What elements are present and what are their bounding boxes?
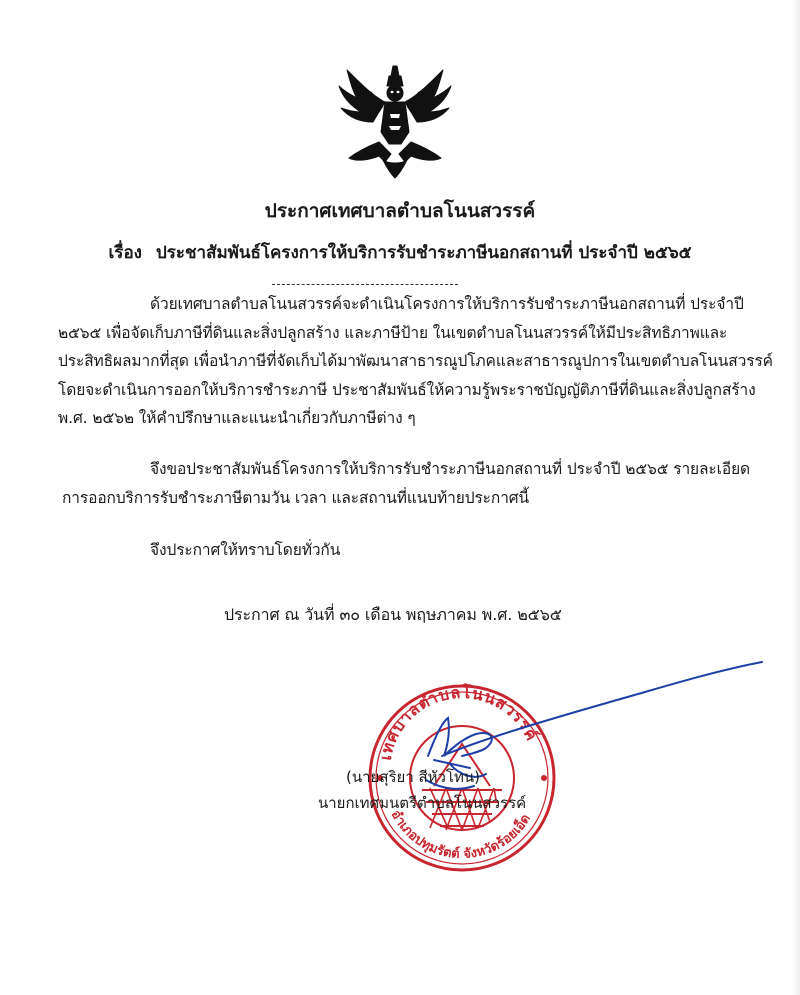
document-title: ประกาศเทศบาลตำบลโนนสวรรค์ xyxy=(264,200,536,222)
signer-position: นายกเทศมนตรีตำบลโนนสวรรค์ xyxy=(318,794,527,812)
stamp-top-text: เทศบาลตำบลโนนสวรรค์ xyxy=(375,682,543,762)
paragraph2-line: การออกบริการรับชำระภาษีตามวัน เวลา และสถานที่แนบท้ายประกาศนี้ xyxy=(62,488,530,507)
closing-paragraph: จึงประกาศให้ทราบโดยทั่วกัน xyxy=(150,541,341,559)
page-edge-shadow xyxy=(792,0,800,995)
stamp-bottom-text: อำเภอปทุมรัตต์ จังหวัดร้อยเอ็ด xyxy=(387,807,534,863)
paragraph1-line: โดยจะดำเนินการออกให้บริการชำระภาษี ประชาสัมพันธ์ให้ความรู้พระราชบัญญัติภาษีที่ดินและสิ่งปลูกสร้าง xyxy=(58,380,756,399)
paragraph1-line: ประสิทธิผลมากที่สุด เพื่อนำภาษีที่จัดเก็บได้มาพัฒนาสาธารณูปโภคและสาธารณูปการในเขตตำบลโนนสวรรค์ xyxy=(58,352,773,370)
subject-text: ประชาสัมพันธ์โครงการให้บริการรับชำระภาษีนอกสถานที่ ประจำปี ๒๕๖๕ xyxy=(155,243,692,263)
signer-name: (นายสุริยา สีหัวโทน) xyxy=(346,768,481,786)
garuda-emblem-icon xyxy=(335,62,455,180)
paragraph1-line: ๒๕๖๕ เพื่อจัดเก็บภาษีที่ดินและสิ่งปลูกสร้าง และภาษีป้าย ในเขตตำบลโนนสวรรค์ให้มีประสิทธิภาพและ xyxy=(58,323,728,342)
paragraph2-line: จึงขอประชาสัมพันธ์โครงการให้บริการรับชำระภาษีนอกสถานที่ ประจำปี ๒๕๖๕ รายละเอียด xyxy=(150,460,751,478)
date-line: ประกาศ ณ วันที่ ๓๐ เดือน พฤษภาคม พ.ศ. ๒๕๖๕ xyxy=(224,605,562,624)
separator-line xyxy=(272,284,458,285)
document-subject xyxy=(0,240,800,266)
paragraph1-line: ด้วยเทศบาลตำบลโนนสวรรค์จะดำเนินโครงการให้บริการรับชำระภาษีนอกสถานที่ ประจำปี xyxy=(150,295,744,313)
paragraph1-line: พ.ศ. ๒๕๖๒ ให้คำปรึกษาและแนะนำเกี่ยวกับภาษีต่าง ๆ xyxy=(58,409,416,427)
subject-label: เรื่อง xyxy=(108,243,142,263)
